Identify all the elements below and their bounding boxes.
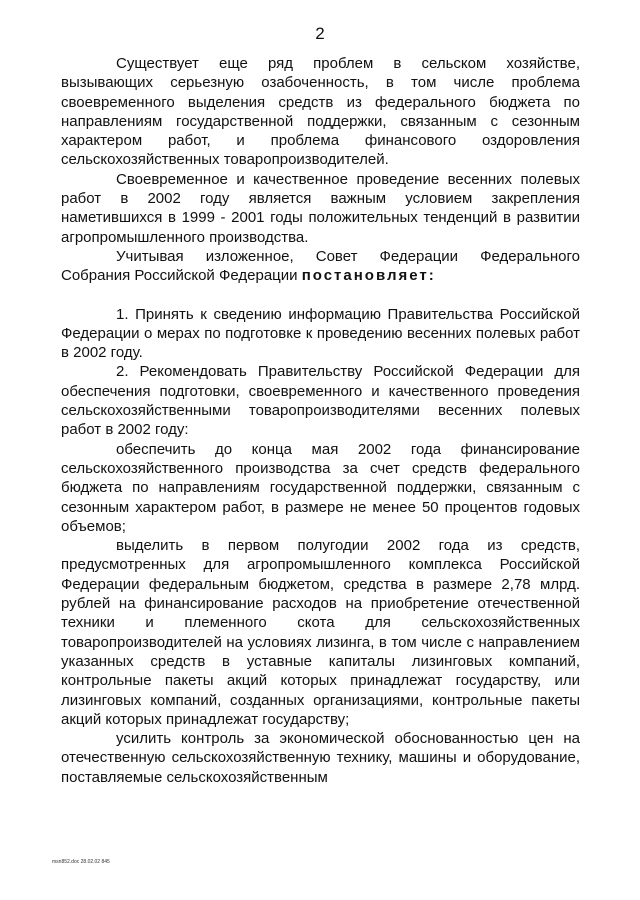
paragraph-resolution-intro <box>61 247 580 286</box>
resolution-verb: постановляет: <box>301 267 436 285</box>
subpoint-leasing: выделить в первом полугодии 2002 года из средств, предусмотренных для агропромышленного комплекса Российской Федерации федеральным бюджетом, средства в размере 2,78 млрд. рублей на финансирование расходов на приобретение отечественной техники и племенного скота для сельскохозяйственных товаропроизводителей на условиях лизинга, в том числе с направлением указанных средств в уставные капиталы лизинговых компаний, контрольные пакеты акций которых принадлежат государству, или лизинговых компаний, созданных организациями, контрольные пакеты акций которых принадлежат государству; <box>61 537 580 728</box>
point-1: 1. Принять к сведению информацию Правительства Российской Федерации о мерах по подготовке к проведению весенних полевых работ в 2002 году. <box>61 305 580 362</box>
paragraph-problems: Существует еще ряд проблем в сельском хозяйстве, вызывающих серьезную озабоченность, в том числе проблема своевременного выделения средств из федерального бюджета по направлениям государственной поддержки, связанным с сезонным характером работ, и проблема финансового оздоровления сельскохозяйственных товаропроизводителей. <box>61 55 580 169</box>
footer-document-code: msn852.doc 28.02.02 845 <box>52 859 110 865</box>
point-2: 2. Рекомендовать Правительству Российской Федерации для обеспечения подготовки, своевременного и качественного проведения сельскохозяйственными товаропроизводителями весенних полевых работ в 2002 году: <box>61 363 580 439</box>
paragraph-spring-works: Своевременное и качественное проведение весенних полевых работ в 2002 году является важным условием закрепления наметившихся в 1999 - 2001 годы положительных тенденций в развитии агропромышленного производства. <box>61 170 580 246</box>
page-number: 2 <box>315 24 325 43</box>
subpoint-price-control: усилить контроль за экономической обоснованностью цен на отечественную сельскохозяйственную технику, машины и оборудование, поставляемые сельскохозяйственным <box>61 730 580 786</box>
resolution-intro-text: Учитывая изложенное, Совет Федерации Федерального Собрания Российской Федерации <box>61 247 580 285</box>
subpoint-financing: обеспечить до конца мая 2002 года финансирование сельскохозяйственного производства за счет средств федерального бюджета по направлениям государственной поддержки, связанным с сезонным характером работ, в размере не менее 50 процентов годовых объемов; <box>61 440 580 535</box>
document-body <box>61 54 580 787</box>
